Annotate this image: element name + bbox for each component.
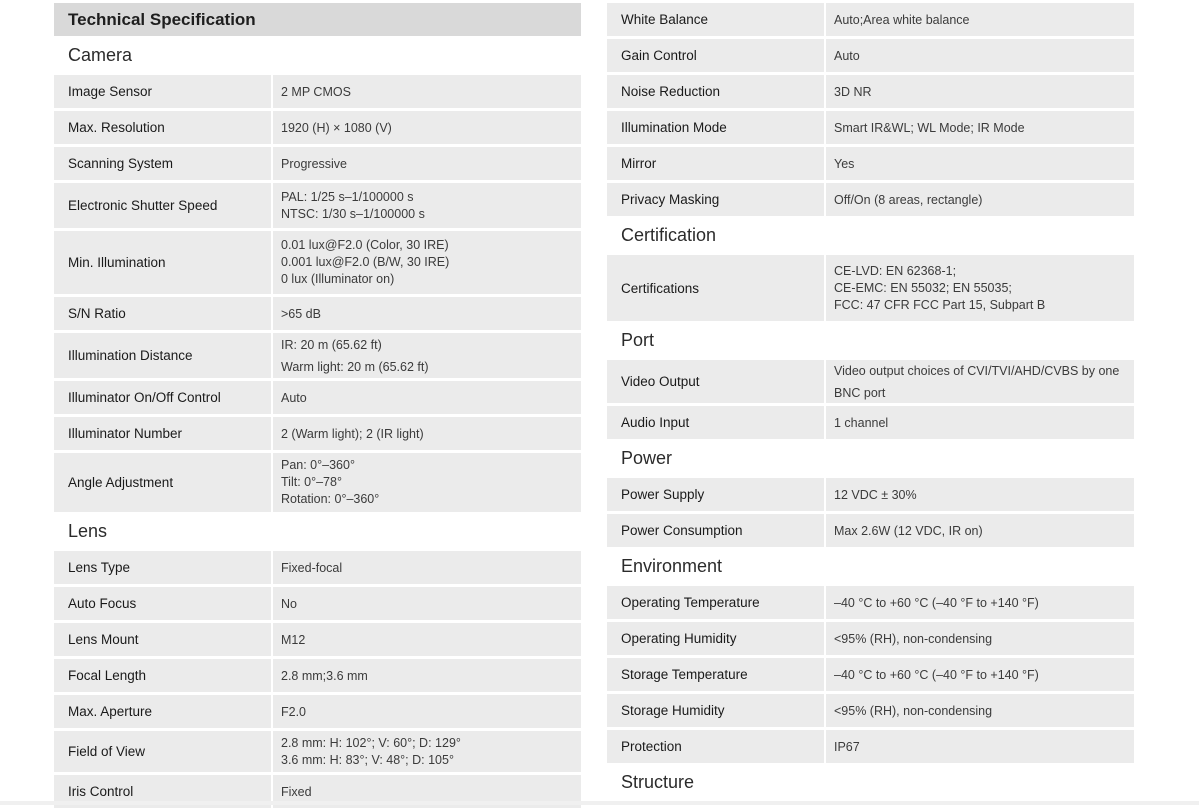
- spec-label: Max. Resolution: [54, 111, 271, 144]
- spec-value: Auto;Area white balance: [826, 3, 1134, 36]
- spec-value: 2 MP CMOS: [273, 75, 581, 108]
- spec-value: Yes: [826, 147, 1134, 180]
- spec-label: Illuminator Number: [54, 417, 271, 450]
- section-heading-power: Power: [621, 448, 673, 468]
- spec-value-line: FCC: 47 CFR FCC Part 15, Subpart B: [834, 297, 1046, 312]
- spec-row-gain-control: [607, 39, 1134, 72]
- spec-value: IP67: [826, 730, 1134, 763]
- spec-row-white-balance: [607, 3, 1134, 36]
- spec-value: 2.8 mm;3.6 mm: [273, 659, 581, 692]
- spec-row-sn-ratio: [54, 297, 581, 330]
- page-bottom-bar: [0, 801, 1199, 805]
- spec-label: Angle Adjustment: [54, 453, 271, 512]
- spec-row-noise-reduction: [607, 75, 1134, 108]
- spec-value: Smart IR&WL; WL Mode; IR Mode: [826, 111, 1134, 144]
- spec-value: M12: [273, 623, 581, 656]
- spec-value: Auto: [826, 39, 1134, 72]
- spec-row-storage-humidity: [607, 694, 1134, 727]
- section-heading-lens: Lens: [68, 521, 108, 541]
- spec-row-image-sensor: [54, 75, 581, 108]
- spec-label: Storage Temperature: [607, 658, 824, 691]
- spec-label: S/N Ratio: [54, 297, 271, 330]
- spec-value: 3D NR: [826, 75, 1134, 108]
- spec-row-power-supply: [607, 478, 1134, 511]
- spec-value: <95% (RH), non-condensing: [826, 694, 1134, 727]
- spec-value: Fixed-focal: [273, 551, 581, 584]
- spec-value: No: [273, 587, 581, 620]
- spec-row-illuminator-control: [54, 381, 581, 414]
- spec-value: [826, 255, 1134, 321]
- spec-label: Operating Temperature: [607, 586, 824, 619]
- spec-label: Iris Control: [54, 775, 271, 808]
- spec-label: Lens Type: [54, 551, 271, 584]
- spec-value: [826, 360, 1134, 403]
- spec-value: Off/On (8 areas, rectangle): [826, 183, 1134, 216]
- spec-value-line: Rotation: 0°–360°: [281, 492, 380, 506]
- spec-label: Illumination Mode: [607, 111, 824, 144]
- page-title: Technical Specification: [54, 3, 581, 36]
- spec-label: Storage Humidity: [607, 694, 824, 727]
- spec-row-privacy-masking: [607, 183, 1134, 216]
- spec-value-line: 0 lux (Illuminator on): [281, 272, 395, 286]
- spec-row-auto-focus: [54, 587, 581, 620]
- spec-row-illumination-distance: [54, 333, 581, 378]
- spec-label: Illuminator On/Off Control: [54, 381, 271, 414]
- spec-value: Auto: [273, 381, 581, 414]
- spec-value: [273, 231, 581, 294]
- spec-row-storage-temperature: [607, 658, 1134, 691]
- spec-row-illuminator-number: [54, 417, 581, 450]
- section-heading-port: Port: [621, 330, 655, 350]
- spec-label: Protection: [607, 730, 824, 763]
- spec-row-operating-humidity: [607, 622, 1134, 655]
- spec-row-certifications: [607, 255, 1134, 321]
- spec-label: Lens Mount: [54, 623, 271, 656]
- spec-label: Min. Illumination: [54, 231, 271, 294]
- spec-label: Electronic Shutter Speed: [54, 183, 271, 228]
- spec-row-mirror: [607, 147, 1134, 180]
- spec-value: Max 2.6W (12 VDC, IR on): [826, 514, 1134, 547]
- spec-label: Image Sensor: [54, 75, 271, 108]
- spec-value-line: IR: 20 m (65.62 ft): [281, 337, 382, 352]
- spec-value-line: 3.6 mm: H: 83°; V: 48°; D: 105°: [281, 752, 454, 767]
- spec-value: 12 VDC ± 30%: [826, 478, 1134, 511]
- spec-value: 1920 (H) × 1080 (V): [273, 111, 581, 144]
- spec-value: Fixed: [273, 775, 581, 808]
- spec-label: Certifications: [607, 255, 824, 321]
- spec-row-max-resolution: [54, 111, 581, 144]
- spec-value-line: 0.01 lux@F2.0 (Color, 30 IRE): [281, 238, 449, 252]
- spec-value: –40 °C to +60 °C (–40 °F to +140 °F): [826, 658, 1134, 691]
- spec-label: Field of View: [54, 731, 271, 772]
- spec-row-illumination-mode: [607, 111, 1134, 144]
- spec-value-line: PAL: 1/25 s–1/100000 s: [281, 189, 414, 204]
- spec-value-line: BNC port: [834, 385, 886, 400]
- spec-row-protection: [607, 730, 1134, 763]
- spec-value-line: 0.001 lux@F2.0 (B/W, 30 IRE): [281, 255, 450, 269]
- spec-row-lens-mount: [54, 623, 581, 656]
- spec-value-line: NTSC: 1/30 s–1/100000 s: [281, 206, 425, 221]
- spec-value-line: Warm light: 20 m (65.62 ft): [281, 359, 429, 374]
- spec-value-line: CE-EMC: EN 55032; EN 55035;: [834, 280, 1012, 295]
- spec-row-field-of-view: [54, 731, 581, 772]
- spec-row-focal-length: [54, 659, 581, 692]
- spec-value: F2.0: [273, 695, 581, 728]
- spec-value: Progressive: [273, 147, 581, 180]
- spec-label: Power Consumption: [607, 514, 824, 547]
- spec-value: [273, 333, 581, 378]
- spec-value-line: Video output choices of CVI/TVI/AHD/CVBS by one: [834, 363, 1120, 378]
- spec-label: Mirror: [607, 147, 824, 180]
- spec-row-min-illumination: [54, 231, 581, 294]
- spec-value: [273, 183, 581, 228]
- spec-label: Gain Control: [607, 39, 824, 72]
- spec-label: Scanning System: [54, 147, 271, 180]
- spec-row-scanning-system: [54, 147, 581, 180]
- spec-label: Video Output: [607, 360, 824, 403]
- spec-column-right: [607, 3, 1134, 802]
- spec-label: Max. Aperture: [54, 695, 271, 728]
- spec-label: Illumination Distance: [54, 333, 271, 378]
- spec-label: Auto Focus: [54, 587, 271, 620]
- spec-row-power-consumption: [607, 514, 1134, 547]
- spec-value: –40 °C to +60 °C (–40 °F to +140 °F): [826, 586, 1134, 619]
- spec-value: 2 (Warm light); 2 (IR light): [273, 417, 581, 450]
- spec-column-left: [54, 3, 581, 811]
- section-heading-camera: Camera: [68, 45, 133, 65]
- section-heading-structure: Structure: [621, 772, 695, 792]
- spec-value-line: Tilt: 0°–78°: [281, 475, 342, 489]
- spec-value-line: 2.8 mm: H: 102°; V: 60°; D: 129°: [281, 735, 461, 750]
- spec-row-operating-temperature: [607, 586, 1134, 619]
- spec-value: <95% (RH), non-condensing: [826, 622, 1134, 655]
- spec-value: [273, 731, 581, 772]
- spec-label: Focal Length: [54, 659, 271, 692]
- spec-value: 1 channel: [826, 406, 1134, 439]
- spec-row-max-aperture: [54, 695, 581, 728]
- spec-value: [273, 453, 581, 512]
- spec-row-angle-adjustment: [54, 453, 581, 512]
- spec-label: Audio Input: [607, 406, 824, 439]
- spec-row-video-output: [607, 360, 1134, 403]
- section-heading-environment: Environment: [621, 556, 723, 576]
- spec-row-shutter-speed: [54, 183, 581, 228]
- spec-row-audio-input: [607, 406, 1134, 439]
- spec-label: Noise Reduction: [607, 75, 824, 108]
- spec-label: Privacy Masking: [607, 183, 824, 216]
- spec-value-line: CE-LVD: EN 62368-1;: [834, 263, 957, 278]
- section-heading-certification: Certification: [621, 225, 717, 245]
- spec-value-line: Pan: 0°–360°: [281, 458, 355, 472]
- spec-label: Operating Humidity: [607, 622, 824, 655]
- spec-label: White Balance: [607, 3, 824, 36]
- spec-value: >65 dB: [273, 297, 581, 330]
- spec-row-lens-type: [54, 551, 581, 584]
- spec-label: Power Supply: [607, 478, 824, 511]
